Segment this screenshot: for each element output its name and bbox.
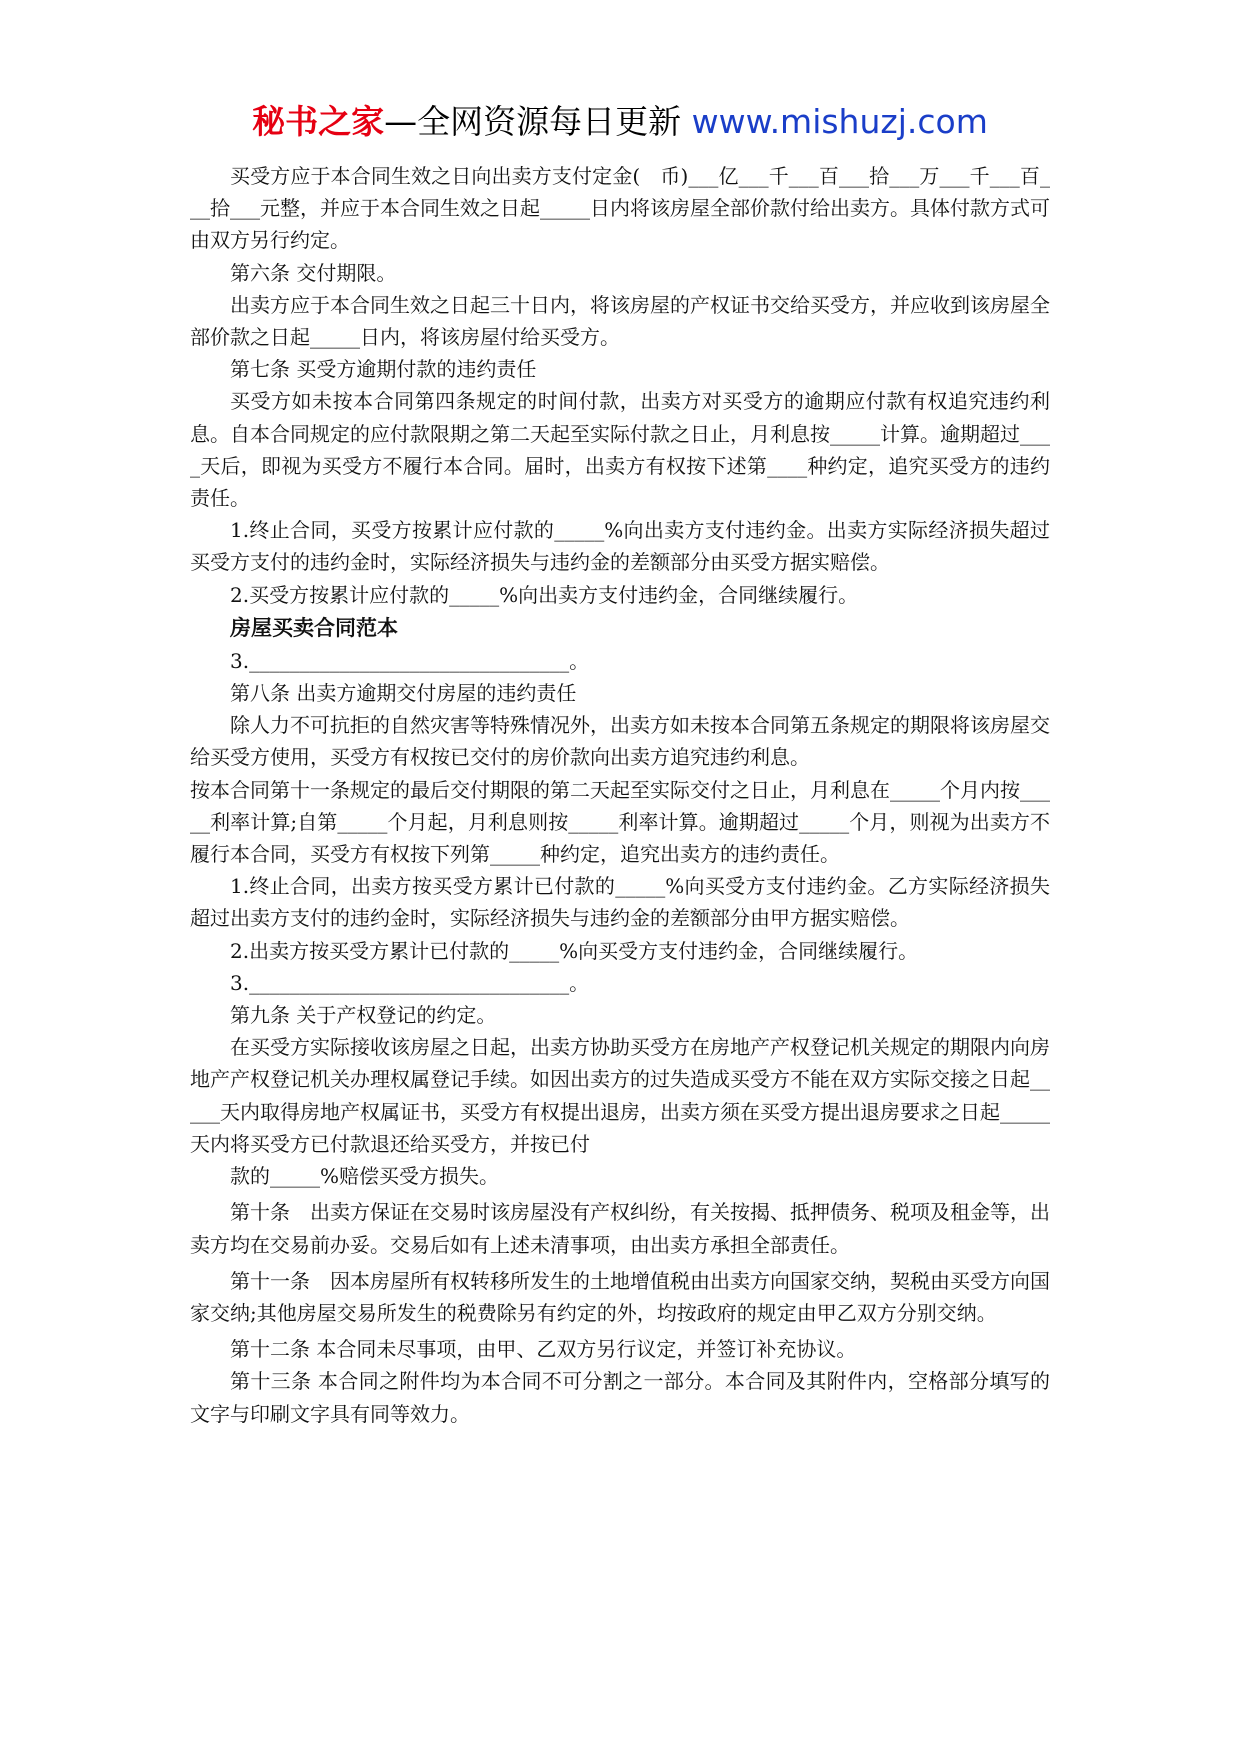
paragraph-buyer-option-2: 2.买受方按累计应付款的_____%向出卖方支付违约金，合同继续履行。	[230, 582, 859, 607]
paragraph-compensation: 款的_____%赔偿买受方损失。	[230, 1164, 500, 1189]
site-brand: 秘书之家	[252, 102, 385, 141]
paragraph-buyer-option-1: 1.终止合同，买受方按累计应付款的_____%向出卖方支付违约金。出卖方实际经济损失超过买受方支付的违约金时，实际经济损失与违约金的差额部分由买受方据实赔偿。	[190, 518, 1050, 575]
paragraph-deposit-payment: 买受方应于本合同生效之日向出卖方支付定金( 币)___亿___千___百___拾___万___千___百___拾___元整，并应于本合同生效之日起_____日内将该房屋全部价款付给出卖方。具体付款方式可由双方另行约定。	[190, 164, 1050, 253]
article-7-title: 第七条 买受方逾期付款的违约责任	[230, 357, 537, 382]
site-header	[0, 100, 1240, 144]
paragraph-seller-late-interest: 按本合同第十一条规定的最后交付期限的第二天起至实际交付之日止，月利息在_____个月内按_____利率计算;自第_____个月起，月利息则按_____利率计算。逾期超过_____个月，则视为出卖方不履行本合同，买受方有权按下列第_____种约定，追究出卖方的违约责任。	[190, 777, 1050, 867]
document-body	[190, 160, 1050, 1430]
article-13-paragraph: 第十三条 本合同之附件均为本合同不可分割之一部分。本合同及其附件内，空格部分填写的文字与印刷文字具有同等效力。	[190, 1369, 1050, 1426]
site-slogan: —全网资源每日更新	[384, 102, 682, 141]
article-12-paragraph: 第十二条 本合同未尽事项，由甲、乙双方另行议定，并签订补充协议。	[230, 1337, 857, 1362]
paragraph-buyer-late-payment: 买受方如未按本合同第四条规定的时间付款，出卖方对买受方的逾期应付款有权追究违约利息。自本合同规定的应付款限期之第二天起至实际付款之日止，月利息按_____计算。逾期超过____天后，即视为买受方不履行本合同。届时，出卖方有权按下述第____种约定，追究买受方的违约责任。	[190, 389, 1050, 511]
article-10-paragraph: 第十条 出卖方保证在交易时该房屋没有产权纠纷，有关按揭、抵押债务、税项及租金等，出卖方均在交易前办妥。交易后如有上述未清事项，由出卖方承担全部责任。	[190, 1200, 1050, 1257]
paragraph-seller-option-2: 2.出卖方按买受方累计已付款的_____%向买受方支付违约金，合同继续履行。	[230, 938, 919, 963]
article-6-title: 第六条 交付期限。	[230, 260, 397, 285]
paragraph-seller-option-1: 1.终止合同，出卖方按买受方累计已付款的_____%向买受方支付违约金。乙方实际经济损失超过出卖方支付的违约金时，实际经济损失与违约金的差额部分由甲方据实赔偿。	[190, 874, 1050, 931]
article-9-title: 第九条 关于产权登记的约定。	[230, 1003, 497, 1028]
paragraph-buyer-option-3: 3.________________________________。	[230, 648, 590, 673]
paragraph-title-registration: 在买受方实际接收该房屋之日起，出卖方协助买受方在房地产产权登记机关规定的期限内向房地产产权登记机关办理权属登记手续。如因出卖方的过失造成买受方不能在双方实际交接之日起_____天内取得房地产权属证书，买受方有权提出退房，出卖方须在买受方提出退房要求之日起_____天内将买受方已付款退还给买受方，并按已付	[190, 1035, 1050, 1156]
site-url-link[interactable]: www.mishuzj.com	[691, 102, 988, 141]
paragraph-delivery-term: 出卖方应于本合同生效之日起三十日内，将该房屋的产权证书交给买受方，并应收到该房屋全部价款之日起_____日内，将该房屋付给买受方。	[190, 292, 1050, 350]
paragraph-seller-late-delivery: 除人力不可抗拒的自然灾害等特殊情况外，出卖方如未按本合同第五条规定的期限将该房屋交给买受方使用，买受方有权按已交付的房价款向出卖方追究违约利息。	[190, 713, 1050, 770]
paragraph-seller-option-3: 3.________________________________。	[230, 970, 590, 995]
document-heading: 房屋买卖合同范本	[230, 615, 398, 640]
article-11-paragraph: 第十一条 因本房屋所有权转移所发生的土地增值税由出卖方向国家交纳，契税由买受方向国家交纳;其他房屋交易所发生的税费除另有约定的外，均按政府的规定由甲乙双方分别交纳。	[190, 1268, 1050, 1325]
article-8-title: 第八条 出卖方逾期交付房屋的违约责任	[230, 681, 577, 706]
